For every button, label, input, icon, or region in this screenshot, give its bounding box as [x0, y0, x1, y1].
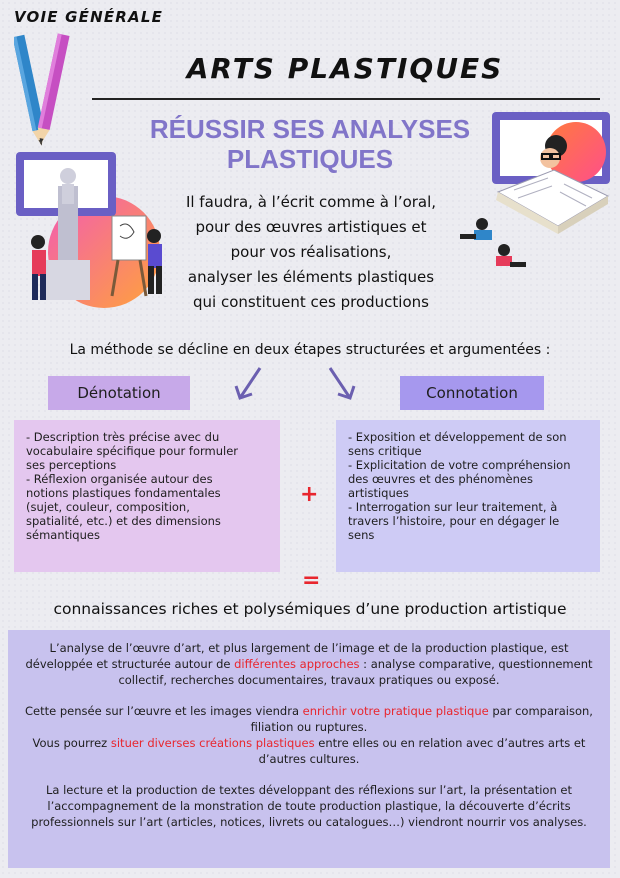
panel-paragraph	[22, 703, 596, 767]
connotation-line: - Interrogation sur leur traitement, à	[348, 500, 558, 514]
panel-text: entre elles ou en relation avec d’autres arts et d’autres cultures.	[258, 736, 586, 766]
denotation-line: (sujet, couleur, composition,	[26, 500, 190, 514]
reading-student-illustration	[458, 108, 614, 278]
denotation-line: sémantiques	[26, 528, 100, 542]
denotation-line: ses perceptions	[26, 458, 117, 472]
connotation-line: travers l’histoire, pour en dégager le	[348, 514, 560, 528]
denotation-label: Dénotation	[48, 376, 190, 410]
denotation-line: notions plastiques fondamentales	[26, 486, 221, 500]
panel-paragraph: La lecture et la production de textes développant des réflexions sur l’art, la présentation et l’accompagnement de la monstration de toute production plastique, la découverte d’écrits professionnels sur l’art (articles, notices, livrets ou catalogues…) viendront nourrir vos analyses.	[31, 783, 587, 829]
method-statement: La méthode se décline en deux étapes structurées et argumentées :	[69, 342, 551, 358]
connotation-line: sens	[348, 528, 375, 542]
sculpture-artist-illustration	[12, 146, 168, 314]
highlight-text: différentes approches	[234, 657, 360, 671]
panel-text: L’analyse de l’œuvre d’art, et plus largement de l’image et de la production plastique, est développée et structurée autour de	[25, 641, 569, 671]
highlight-text: situer diverses créations plastiques	[110, 736, 315, 750]
plus-sign: +	[300, 482, 319, 507]
page-title: ARTS PLASTIQUES	[186, 52, 504, 85]
section-tag: VOIE GÉNÉRALE	[14, 8, 164, 26]
branch-arrows-icon	[230, 362, 360, 404]
connotation-line: artistiques	[348, 486, 409, 500]
denotation-box	[14, 420, 280, 572]
panel-text: Vous pourrez	[32, 736, 111, 750]
equals-sign: =	[302, 568, 321, 593]
intro-line: pour des œuvres artistiques et	[195, 218, 427, 236]
intro-line: pour vos réalisations,	[230, 243, 392, 261]
intro-line: analyser les éléments plastiques	[187, 268, 435, 286]
pencils-icon	[14, 30, 74, 148]
denotation-line: spatialité, etc.) et des dimensions	[26, 514, 221, 528]
connotation-line: des œuvres et des phénomènes	[348, 472, 533, 486]
page-subtitle: RÉUSSIR SES ANALYSES PLASTIQUES	[149, 114, 471, 174]
denotation-line: - Réflexion organisée autour des	[26, 472, 213, 486]
connotation-line: sens critique	[348, 444, 422, 458]
connotation-line: - Explicitation de votre compréhension	[348, 458, 571, 472]
intro-line: Il faudra, à l’écrit comme à l’oral,	[185, 193, 437, 211]
panel-text: par comparaison, filiation ou ruptures.	[250, 704, 593, 734]
intro-text	[168, 190, 454, 315]
intro-line: qui constituent ces productions	[193, 293, 429, 311]
title-divider	[92, 98, 600, 100]
connotation-label: Connotation	[400, 376, 544, 410]
panel-text: Cette pensée sur l’œuvre et les images viendra	[25, 704, 303, 718]
denotation-line: vocabulaire spécifique pour formuler	[26, 444, 238, 458]
result-statement: connaissances riches et polysémiques d’une production artistique	[53, 600, 567, 618]
denotation-line: - Description très précise avec du	[26, 430, 220, 444]
panel-text: : analyse comparative, questionnement collectif, recherches documentaires, travaux pratiques ou exposé.	[118, 657, 593, 687]
connotation-line: - Exposition et développement de son	[348, 430, 567, 444]
highlight-text: enrichir votre pratique plastique	[302, 704, 489, 718]
panel-paragraph	[22, 640, 596, 688]
approaches-panel	[8, 630, 610, 868]
connotation-box	[336, 420, 600, 572]
